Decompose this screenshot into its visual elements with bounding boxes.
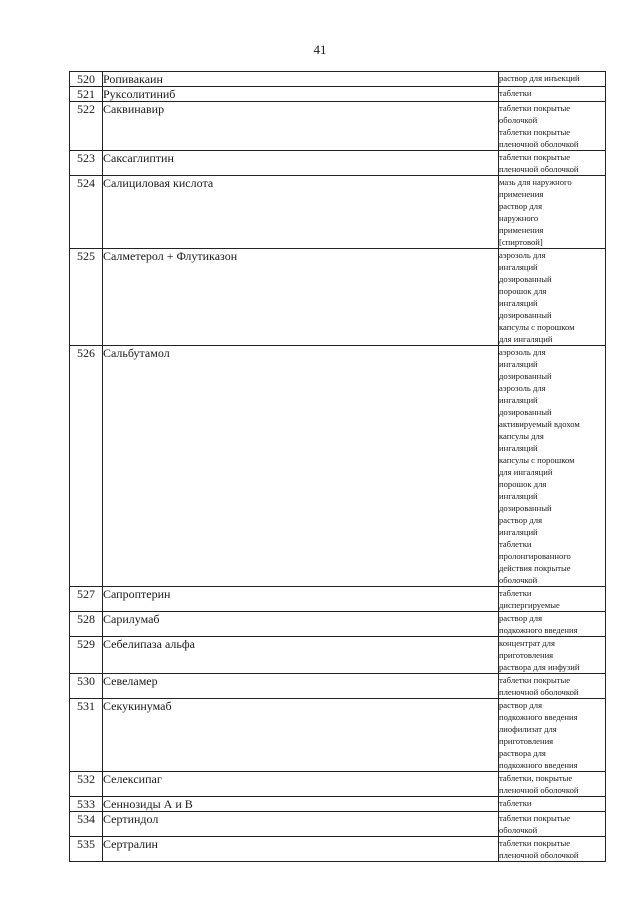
dosage-forms bbox=[499, 812, 606, 837]
dosage-form-line: концентрат для bbox=[499, 638, 555, 648]
dosage-forms bbox=[499, 587, 606, 612]
table-row bbox=[70, 587, 606, 612]
drug-name: Руксолитиниб bbox=[103, 87, 499, 102]
row-number: 532 bbox=[70, 772, 103, 797]
dosage-form-line: раствор для инъекций bbox=[499, 73, 580, 83]
row-number: 523 bbox=[70, 151, 103, 176]
row-number: 528 bbox=[70, 612, 103, 637]
row-number: 529 bbox=[70, 637, 103, 674]
dosage-forms bbox=[499, 346, 606, 587]
dosage-form-line: дозированный bbox=[499, 407, 552, 417]
dosage-form-line: таблетки покрытые bbox=[499, 813, 571, 823]
dosage-form-line: оболочкой bbox=[499, 575, 538, 585]
dosage-form-line: пленочной оболочкой bbox=[499, 687, 579, 697]
drug-name: Севеламер bbox=[103, 674, 499, 699]
dosage-forms bbox=[499, 72, 606, 87]
dosage-form-line: диспергируемые bbox=[499, 600, 560, 610]
row-number: 533 bbox=[70, 797, 103, 812]
dosage-forms bbox=[499, 87, 606, 102]
dosage-form-line: пленочной оболочкой bbox=[499, 785, 579, 795]
dosage-form-line: дозированный bbox=[499, 310, 552, 320]
table-row bbox=[70, 837, 606, 862]
dosage-form-line: раствор для bbox=[499, 700, 543, 710]
dosage-forms bbox=[499, 837, 606, 862]
drug-name: Сертралин bbox=[103, 837, 499, 862]
table-row bbox=[70, 637, 606, 674]
dosage-forms bbox=[499, 699, 606, 772]
drug-name: Саксаглиптин bbox=[103, 151, 499, 176]
dosage-form-line: действия покрытые bbox=[499, 563, 571, 573]
dosage-forms bbox=[499, 772, 606, 797]
drug-name: Сальбутамол bbox=[103, 346, 499, 587]
row-number: 520 bbox=[70, 72, 103, 87]
dosage-forms bbox=[499, 249, 606, 346]
dosage-form-line: ингаляций bbox=[499, 359, 538, 369]
dosage-form-line: подкожного введения bbox=[499, 760, 578, 770]
dosage-form-line: приготовления bbox=[499, 736, 554, 746]
dosage-form-line: лиофилизат для bbox=[499, 724, 557, 734]
dosage-form-line: таблетки покрытые bbox=[499, 838, 571, 848]
drug-name: Салициловая кислота bbox=[103, 176, 499, 249]
dosage-form-line: таблетки покрытые bbox=[499, 675, 571, 685]
dosage-form-line: аэрозоль для bbox=[499, 383, 546, 393]
drug-name: Секукинумаб bbox=[103, 699, 499, 772]
drug-name: Сарилумаб bbox=[103, 612, 499, 637]
dosage-form-line: дозированный bbox=[499, 274, 552, 284]
dosage-form-line: ингаляций bbox=[499, 527, 538, 537]
table-row bbox=[70, 699, 606, 772]
table-row bbox=[70, 102, 606, 151]
dosage-form-line: порошок для bbox=[499, 286, 547, 296]
table-body bbox=[70, 72, 606, 862]
row-number: 526 bbox=[70, 346, 103, 587]
table-row bbox=[70, 151, 606, 176]
dosage-form-line: приготовления bbox=[499, 650, 554, 660]
drug-name: Сертиндол bbox=[103, 812, 499, 837]
dosage-form-line: капсулы для bbox=[499, 431, 544, 441]
dosage-form-line: ингаляций bbox=[499, 395, 538, 405]
dosage-form-line: таблетки покрытые bbox=[499, 103, 571, 113]
row-number: 525 bbox=[70, 249, 103, 346]
row-number: 535 bbox=[70, 837, 103, 862]
table-row bbox=[70, 72, 606, 87]
table-row bbox=[70, 674, 606, 699]
dosage-form-line: раствора для инфузий bbox=[499, 662, 580, 672]
dosage-form-line: дозированный bbox=[499, 503, 552, 513]
table-row bbox=[70, 797, 606, 812]
dosage-form-line: пролонгированного bbox=[499, 551, 571, 561]
dosage-form-line: таблетки bbox=[499, 88, 532, 98]
dosage-form-line: пленочной оболочкой bbox=[499, 164, 579, 174]
dosage-form-line: раствора для bbox=[499, 748, 546, 758]
dosage-form-line: порошок для bbox=[499, 479, 547, 489]
dosage-form-line: для ингаляций bbox=[499, 334, 553, 344]
row-number: 531 bbox=[70, 699, 103, 772]
drug-name: Сапроптерин bbox=[103, 587, 499, 612]
dosage-forms bbox=[499, 102, 606, 151]
row-number: 522 bbox=[70, 102, 103, 151]
dosage-forms bbox=[499, 797, 606, 812]
dosage-form-line: пленочной оболочкой bbox=[499, 850, 579, 860]
dosage-form-line: мазь для наружного bbox=[499, 177, 572, 187]
drug-name: Саквинавир bbox=[103, 102, 499, 151]
table-row bbox=[70, 772, 606, 797]
dosage-form-line: подкожного введения bbox=[499, 625, 578, 635]
dosage-form-line: подкожного введения bbox=[499, 712, 578, 722]
dosage-form-line: раствор для bbox=[499, 515, 543, 525]
dosage-form-line: раствор для bbox=[499, 613, 543, 623]
dosage-form-line: аэрозоль для bbox=[499, 250, 546, 260]
dosage-form-line: пленочной оболочкой bbox=[499, 139, 579, 149]
dosage-form-line: ингаляций bbox=[499, 491, 538, 501]
dosage-form-line: таблетки bbox=[499, 539, 532, 549]
row-number: 524 bbox=[70, 176, 103, 249]
dosage-form-line: дозированный bbox=[499, 371, 552, 381]
dosage-form-line: ингаляций bbox=[499, 262, 538, 272]
dosage-form-line: для ингаляций bbox=[499, 467, 553, 477]
dosage-form-line: таблетки, покрытые bbox=[499, 773, 573, 783]
table-row bbox=[70, 87, 606, 102]
drug-name: Салметерол + Флутиказон bbox=[103, 249, 499, 346]
dosage-forms bbox=[499, 151, 606, 176]
dosage-forms bbox=[499, 674, 606, 699]
dosage-form-line: ингаляций bbox=[499, 443, 538, 453]
dosage-form-line: ингаляций bbox=[499, 298, 538, 308]
dosage-form-line: капсулы с порошком bbox=[499, 455, 575, 465]
drug-name: Селексипаг bbox=[103, 772, 499, 797]
dosage-form-line: таблетки покрытые bbox=[499, 127, 571, 137]
table-row bbox=[70, 346, 606, 587]
row-number: 527 bbox=[70, 587, 103, 612]
dosage-form-line: оболочкой bbox=[499, 115, 538, 125]
table-row bbox=[70, 249, 606, 346]
dosage-form-line: раствор для bbox=[499, 201, 543, 211]
dosage-form-line: капсулы с порошком bbox=[499, 322, 575, 332]
dosage-form-line: [спиртовой] bbox=[499, 237, 543, 247]
page-number: 41 bbox=[313, 42, 327, 57]
drug-name: Сеннозиды А и В bbox=[103, 797, 499, 812]
drug-table bbox=[69, 71, 606, 862]
dosage-form-line: применения bbox=[499, 189, 544, 199]
table-row bbox=[70, 612, 606, 637]
dosage-form-line: активируемый вдохом bbox=[499, 419, 580, 429]
dosage-form-line: оболочкой bbox=[499, 825, 538, 835]
dosage-form-line: аэрозоль для bbox=[499, 347, 546, 357]
dosage-form-line: наружного bbox=[499, 213, 539, 223]
row-number: 521 bbox=[70, 87, 103, 102]
row-number: 534 bbox=[70, 812, 103, 837]
drug-name: Ропивакаин bbox=[103, 72, 499, 87]
dosage-form-line: таблетки bbox=[499, 588, 532, 598]
table-row bbox=[70, 176, 606, 249]
drug-name: Себелипаза альфа bbox=[103, 637, 499, 674]
row-number: 530 bbox=[70, 674, 103, 699]
dosage-form-line: таблетки bbox=[499, 798, 532, 808]
table-row bbox=[70, 812, 606, 837]
dosage-forms bbox=[499, 637, 606, 674]
dosage-forms bbox=[499, 612, 606, 637]
dosage-form-line: таблетки покрытые bbox=[499, 152, 571, 162]
dosage-form-line: применения bbox=[499, 225, 544, 235]
dosage-forms bbox=[499, 176, 606, 249]
